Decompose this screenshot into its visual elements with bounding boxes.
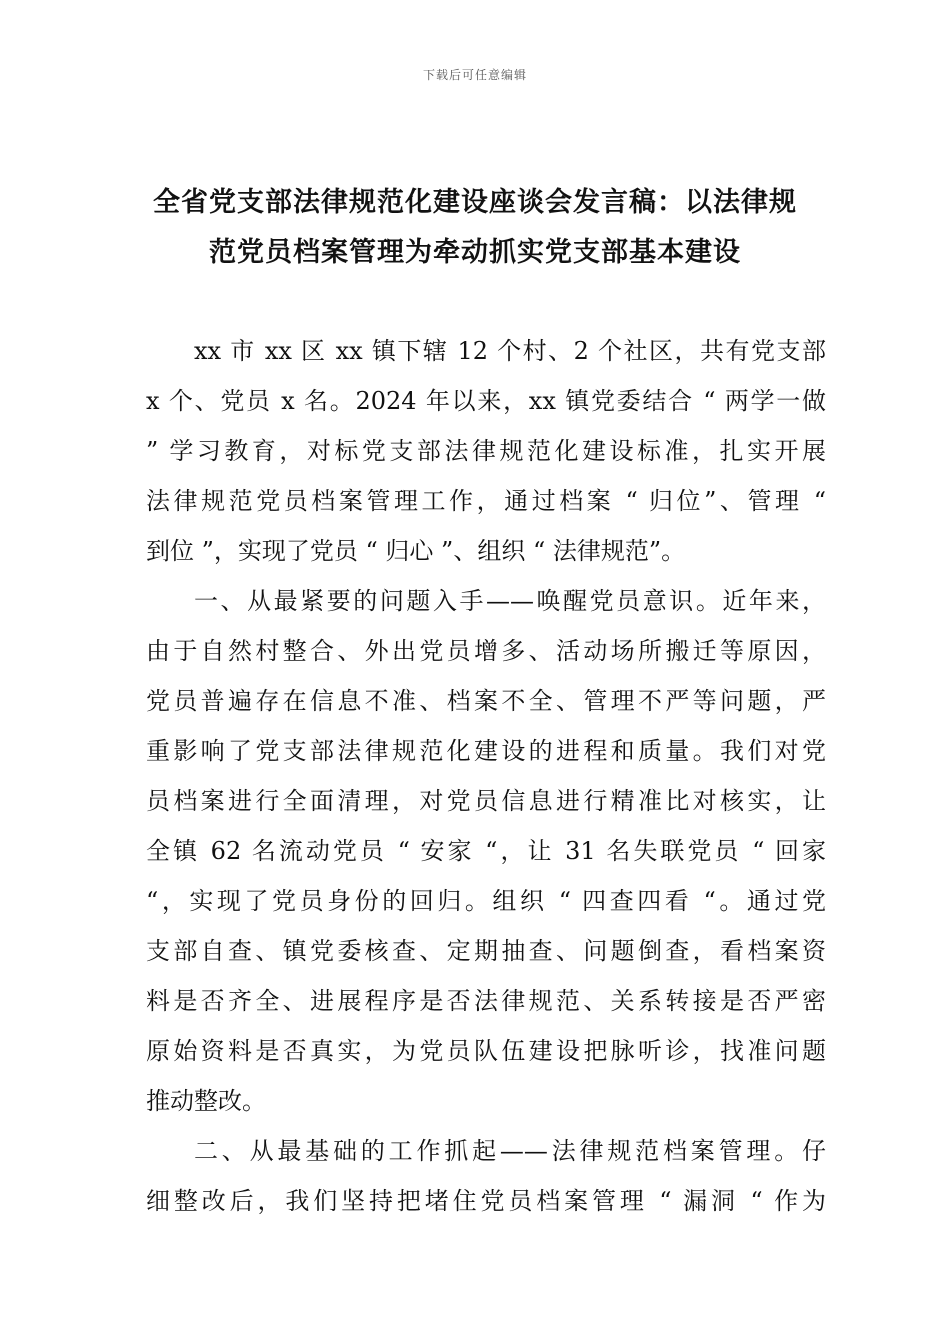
paragraph-line: 到位 ”，实现了党员 “ 归心 ”、组织 “ 法律规范”。 [146, 537, 686, 565]
paragraph-1 [146, 326, 826, 576]
paragraph-line: xx 市 xx 区 xx 镇下辖 12 个村、2 个社区，共有党支部 [194, 337, 826, 365]
paragraph-line: 党员普遍存在信息不准、档案不全、管理不严等问题，严 [146, 687, 826, 715]
paragraph-line: 由于自然村整合、外出党员增多、活动场所搬迁等原因， [146, 637, 826, 665]
paragraph-line: 二、从最基础的工作抓起——法律规范档案管理。仔 [194, 1137, 826, 1165]
paragraph-line: 推动整改。 [146, 1087, 266, 1115]
paragraph-line: 原始资料是否真实，为党员队伍建设把脉听诊，找准问题 [146, 1037, 826, 1065]
paragraph-line: 重影响了党支部法律规范化建设的进程和质量。我们对党 [146, 737, 826, 765]
paragraph-3 [146, 1126, 826, 1226]
paragraph-2 [146, 576, 826, 1126]
paragraph-line: 一、从最紧要的问题入手——唤醒党员意识。近年来， [194, 587, 826, 615]
paragraph-line: x 个、党员 x 名。2024 年以来，xx 镇党委结合 “ 两学一做 [146, 387, 826, 415]
title-line-2: 范党员档案管理为牵动抓实党支部基本建设 [209, 237, 741, 268]
paragraph-line: ” 学习教育，对标党支部法律规范化建设标准，扎实开展 [146, 437, 826, 465]
paragraph-line: 料是否齐全、进展程序是否法律规范、关系转接是否严密 [146, 987, 826, 1015]
document-title [100, 178, 850, 278]
header-note: 下载后可任意编辑 [422, 68, 527, 82]
paragraph-line: 员档案进行全面清理，对党员信息进行精准比对核实，让 [146, 787, 826, 815]
title-line-1: 全省党支部法律规范化建设座谈会发言稿：以法律规 [153, 187, 797, 218]
paragraph-line: 细整改后，我们坚持把堵住党员档案管理 “ 漏洞 “ 作为 [146, 1187, 826, 1215]
document-body [146, 326, 826, 1226]
paragraph-line: 全镇 62 名流动党员 “ 安家 “，让 31 名失联党员 “ 回家 [146, 837, 826, 865]
paragraph-line: 法律规范党员档案管理工作，通过档案 “ 归位”、管理 “ [146, 487, 826, 515]
paragraph-line: “，实现了党员身份的回归。组织 “ 四查四看 “。通过党 [146, 887, 826, 915]
paragraph-line: 支部自查、镇党委核查、定期抽查、问题倒查，看档案资 [146, 937, 826, 965]
